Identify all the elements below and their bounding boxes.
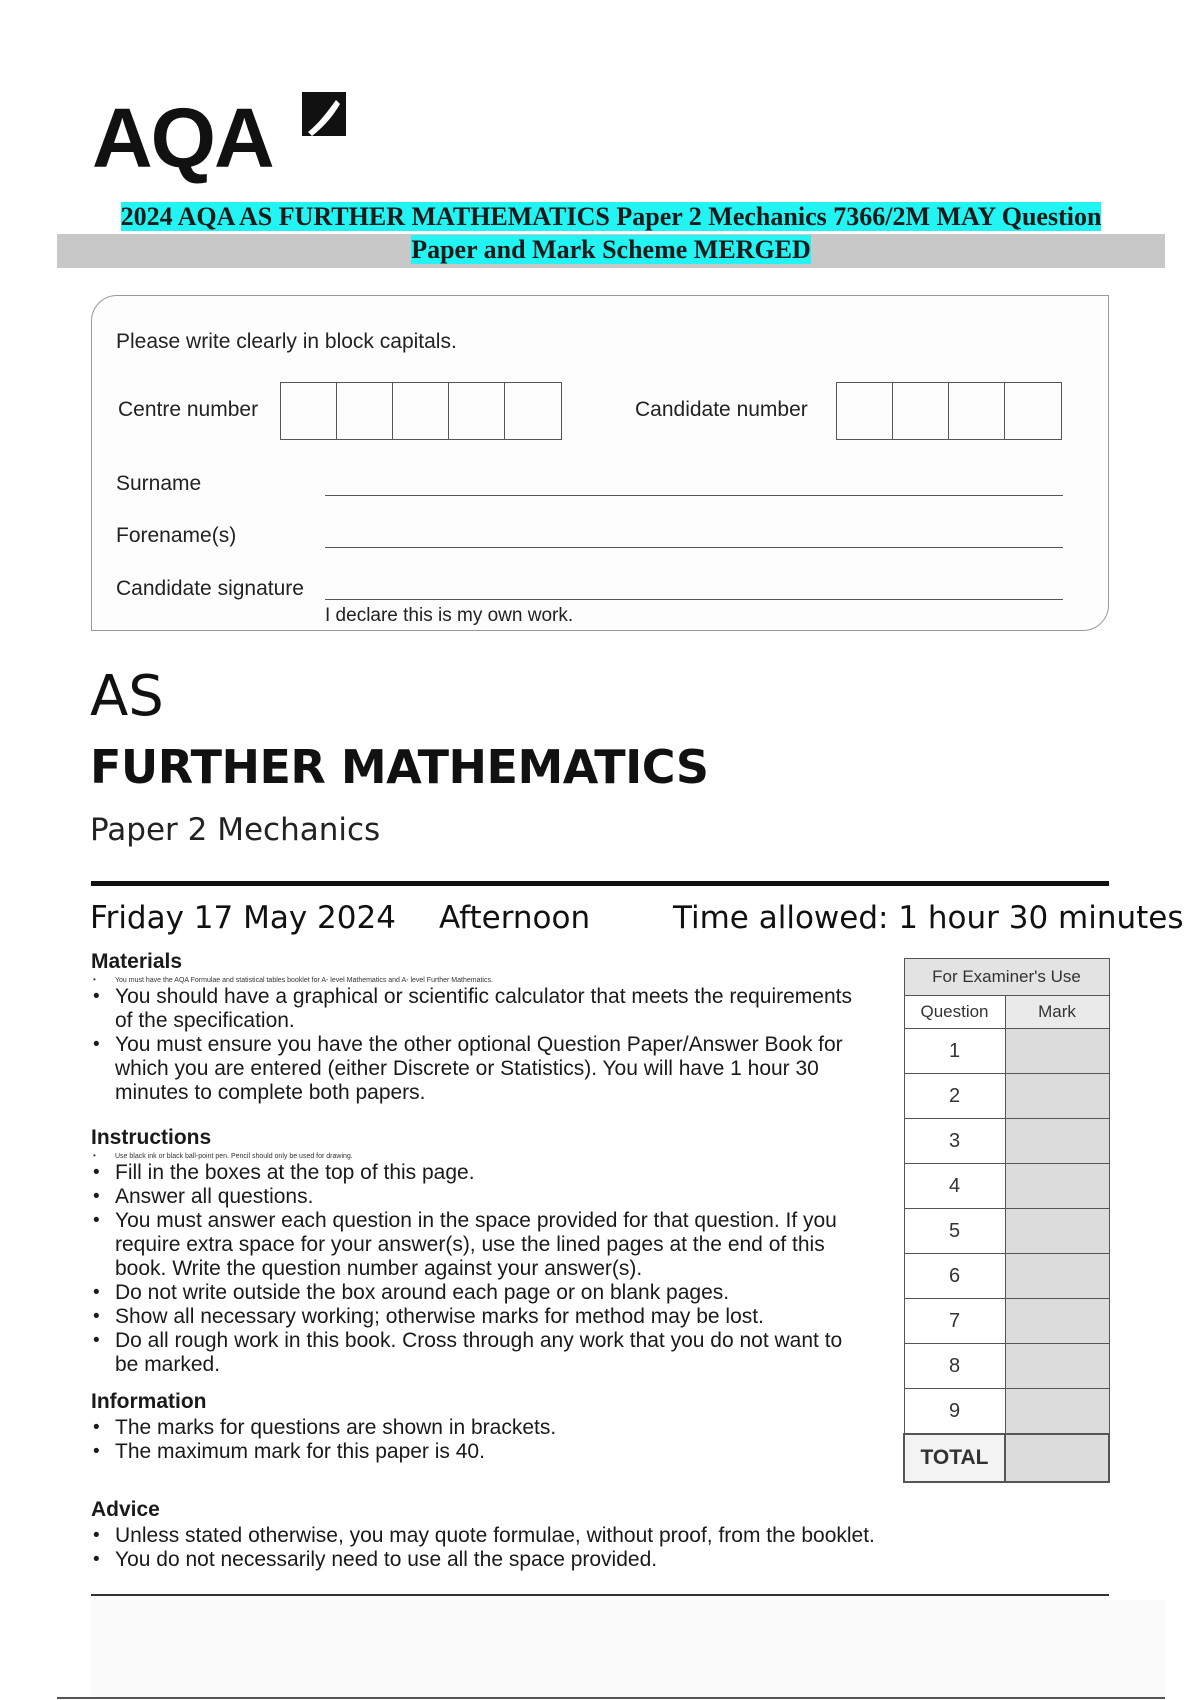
question-number: 3 <box>904 1119 1005 1164</box>
candidate-number-boxes[interactable] <box>836 382 1062 440</box>
question-number: 5 <box>904 1209 1005 1254</box>
list-item: • You must answer each question in the space provided for that question. If you require extra space for your answer(s), use the lined pages at the end of this book. Write the question number against your answer(s). <box>91 1209 871 1281</box>
candidate-number-digit-box[interactable] <box>837 383 893 439</box>
table-row <box>904 1029 1109 1074</box>
examiner-table-title: For Examiner's Use <box>904 959 1109 996</box>
list-item: • Do not write outside the box around each page or on blank pages. <box>91 1281 871 1305</box>
centre-number-digit-box[interactable] <box>505 383 561 439</box>
paper-title: Paper 2 Mechanics <box>90 812 381 848</box>
total-mark-cell[interactable] <box>1005 1434 1109 1482</box>
question-number: 8 <box>904 1344 1005 1389</box>
centre-number-boxes[interactable] <box>280 382 562 440</box>
centre-number-digit-box[interactable] <box>337 383 393 439</box>
candidate-number-digit-box[interactable] <box>949 383 1005 439</box>
examiner-use-table <box>903 958 1110 1483</box>
signature-label: Candidate signature <box>116 577 304 600</box>
centre-number-digit-box[interactable] <box>449 383 505 439</box>
information-section <box>91 1390 871 1464</box>
list-item: • You do not necessarily need to use all the space provided. <box>91 1548 1051 1572</box>
total-row <box>904 1434 1109 1482</box>
time-allowed: Time allowed: 1 hour 30 minutes <box>673 900 1184 936</box>
materials-heading: Materials <box>91 950 183 973</box>
list-item: • Use black ink or black ball-point pen. Pencil should only be used for drawing. <box>91 1152 871 1161</box>
surname-field[interactable] <box>325 495 1063 496</box>
mark-cell[interactable] <box>1005 1164 1109 1209</box>
footer-area <box>91 1600 1166 1698</box>
exam-session: Afternoon <box>439 900 591 936</box>
candidate-number-label: Candidate number <box>635 398 808 421</box>
mark-cell[interactable] <box>1005 1119 1109 1164</box>
document-title-line1: 2024 AQA AS FURTHER MATHEMATICS Paper 2 Mechanics 7366/2M MAY Question <box>120 202 1102 231</box>
question-number: 9 <box>904 1389 1005 1435</box>
question-number: 2 <box>904 1074 1005 1119</box>
list-item: • Do all rough work in this book. Cross through any work that you do not want to be marked. <box>91 1329 871 1377</box>
candidate-number-digit-box[interactable] <box>1005 383 1061 439</box>
aqa-logo-text: AQA <box>92 91 273 185</box>
list-item: • The maximum mark for this paper is 40. <box>91 1440 871 1464</box>
surname-label: Surname <box>116 472 202 495</box>
qualification-level: AS <box>90 664 164 729</box>
table-row <box>904 1119 1109 1164</box>
mark-cell[interactable] <box>1005 1389 1109 1435</box>
forenames-field[interactable] <box>325 547 1063 548</box>
list-item: • Fill in the boxes at the top of this page. <box>91 1161 871 1185</box>
list-item: • You should have a graphical or scientific calculator that meets the requirements of the specification. <box>91 985 871 1033</box>
question-number: 7 <box>904 1299 1005 1344</box>
table-row <box>904 1209 1109 1254</box>
subject-title: FURTHER MATHEMATICS <box>90 740 709 794</box>
list-item: • Answer all questions. <box>91 1185 871 1209</box>
bottom-divider <box>91 1594 1109 1596</box>
mark-cell[interactable] <box>1005 1299 1109 1344</box>
exam-date: Friday 17 May 2024 <box>90 900 396 936</box>
mark-cell[interactable] <box>1005 1254 1109 1299</box>
mark-cell[interactable] <box>1005 1209 1109 1254</box>
table-row <box>904 1344 1109 1389</box>
aqa-logo-mark-icon <box>296 88 352 148</box>
advice-heading: Advice <box>91 1498 160 1521</box>
list-item: • You must have the AQA Formulae and statistical tables booklet for A- level Mathematics and A- level Further Mathematics. <box>91 976 871 985</box>
total-label: TOTAL <box>904 1434 1005 1482</box>
question-number: 4 <box>904 1164 1005 1209</box>
table-row <box>904 1074 1109 1119</box>
table-row <box>904 1164 1109 1209</box>
instructions-heading: Instructions <box>91 1126 212 1149</box>
information-heading: Information <box>91 1390 207 1413</box>
list-item: • Show all necessary working; otherwise marks for method may be lost. <box>91 1305 871 1329</box>
block-capitals-instruction: Please write clearly in block capitals. <box>116 330 457 353</box>
heading-divider <box>91 881 1109 886</box>
forenames-label: Forename(s) <box>116 524 237 547</box>
mark-cell[interactable] <box>1005 1029 1109 1074</box>
instructions-section <box>91 1126 871 1377</box>
list-item: • Unless stated otherwise, you may quote formulae, without proof, from the booklet. <box>91 1524 1051 1548</box>
mark-cell[interactable] <box>1005 1344 1109 1389</box>
question-column-header: Question <box>904 996 1005 1029</box>
materials-section <box>91 950 871 1105</box>
document-title-line2: Paper and Mark Scheme MERGED <box>411 235 811 264</box>
centre-number-label: Centre number <box>118 398 259 421</box>
candidate-number-digit-box[interactable] <box>893 383 949 439</box>
advice-section <box>91 1498 1051 1572</box>
table-row <box>904 1254 1109 1299</box>
list-item: • The marks for questions are shown in brackets. <box>91 1416 871 1440</box>
table-row <box>904 1299 1109 1344</box>
signature-field[interactable] <box>325 599 1063 600</box>
centre-number-digit-box[interactable] <box>281 383 337 439</box>
mark-cell[interactable] <box>1005 1074 1109 1119</box>
page-bottom-rule <box>57 1697 1165 1699</box>
question-number: 1 <box>904 1029 1005 1074</box>
mark-column-header: Mark <box>1005 996 1109 1029</box>
table-row <box>904 1389 1109 1435</box>
centre-number-digit-box[interactable] <box>393 383 449 439</box>
question-number: 6 <box>904 1254 1005 1299</box>
list-item: • You must ensure you have the other optional Question Paper/Answer Book for which you are entered (either Discrete or Statistics). You will have 1 hour 30 minutes to complete both papers. <box>91 1033 871 1105</box>
declaration-text: I declare this is my own work. <box>325 605 574 626</box>
document-title <box>57 200 1165 266</box>
